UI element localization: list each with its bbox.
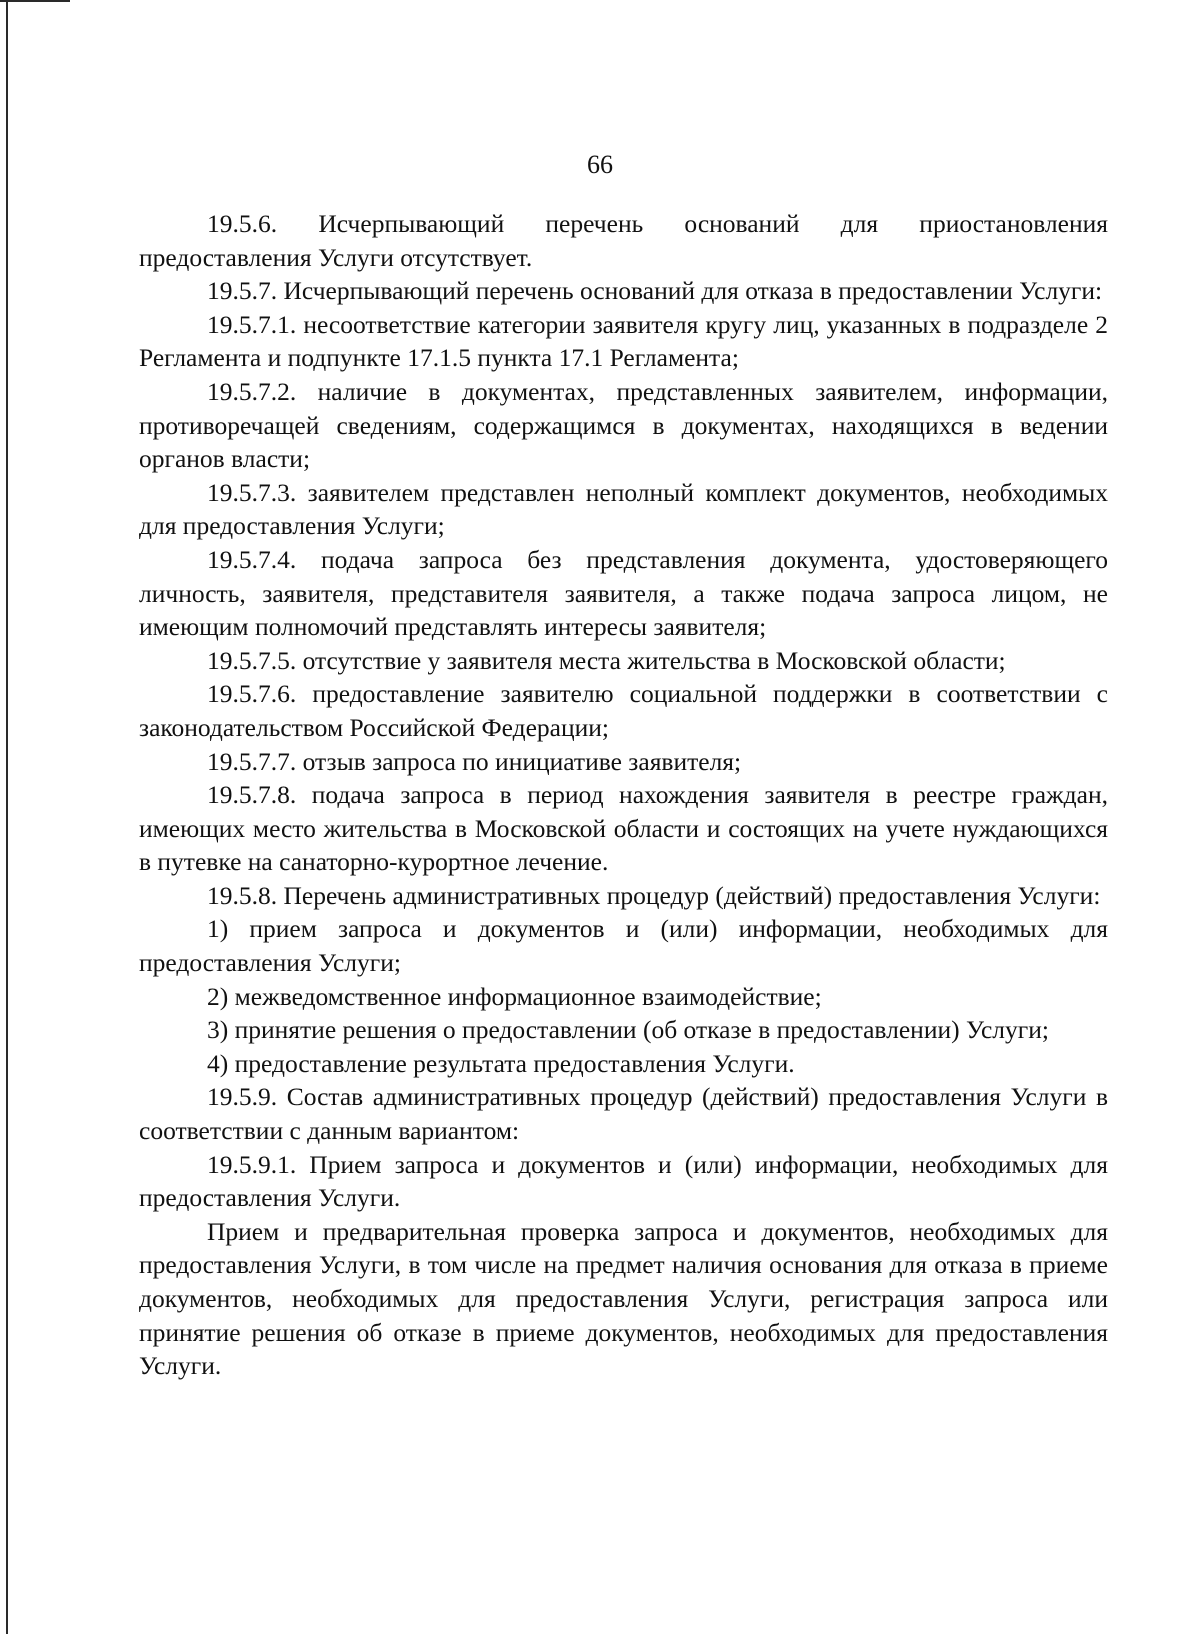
paragraph-19-5-7-1: 19.5.7.1. несоответствие категории заявителя кругу лиц, указанных в подразделе 2 Регламента и подпункте 17.1.5 пункта 17.1 Регламента; — [139, 309, 1108, 373]
paragraph-19-5-7-8: 19.5.7.8. подача запроса в период нахождения заявителя в реестре граждан, имеющих место жительства в Московской области и состоящих на учете нуждающихся в путевке на санаторно-курортное лечение. — [139, 780, 1108, 877]
list-item-1: 1) прием запроса и документов и (или) информации, необходимых для предоставления Услуги; — [139, 914, 1108, 978]
list-item-4: 4) предоставление результата предоставления Услуги. — [207, 1048, 795, 1078]
scan-edge-top — [0, 0, 70, 2]
paragraph-19-5-7-7: 19.5.7.7. отзыв запроса по инициативе заявителя; — [207, 746, 742, 776]
paragraph-19-5-7-3: 19.5.7.3. заявителем представлен неполный комплект документов, необходимых для предоставления Услуги; — [139, 477, 1108, 541]
paragraph-19-5-8: 19.5.8. Перечень административных процедур (действий) предоставления Услуги: — [207, 880, 1101, 910]
page-number: 66 — [587, 150, 613, 179]
paragraph-19-5-6: 19.5.6. Исчерпывающий перечень оснований для приостановления предоставления Услуги отсутствует. — [139, 209, 1108, 272]
list-item-3: 3) принятие решения о предоставлении (об отказе в предоставлении) Услуги; — [207, 1015, 1049, 1045]
paragraph-19-5-9: 19.5.9. Состав административных процедур (действий) предоставления Услуги в соответствии с данным вариантом: — [139, 1082, 1108, 1146]
paragraph-19-5-7-4: 19.5.7.4. подача запроса без представления документа, удостоверяющего личность, заявителя, представителя заявителя, а также подача запроса лицом, не имеющим полномочий представлять интересы заявителя; — [139, 544, 1108, 642]
scan-edge-left — [6, 0, 8, 1634]
paragraph-19-5-7-2: 19.5.7.2. наличие в документах, представленных заявителем, информации, противоречащей сведениям, содержащимся в документах, находящихся в ведении органов власти; — [139, 376, 1108, 474]
paragraph-19-5-7-5: 19.5.7.5. отсутствие у заявителя места жительства в Московской области; — [207, 645, 1006, 675]
paragraph-19-5-9-1: 19.5.9.1. Прием запроса и документов и (или) информации, необходимых для предоставления Услуги. — [139, 1149, 1108, 1213]
document-body — [139, 207, 1108, 1383]
paragraph-reception: Прием и предварительная проверка запроса и документов, необходимых для предоставления Услуги, в том числе на предмет наличия основания для отказа в приеме документов, необходимых для предоставления Услуги, регистрация запроса или принятие решения об отказе в приеме документов, необходимых для предоставления Услуги. — [139, 1216, 1108, 1381]
paragraph-19-5-7-6: 19.5.7.6. предоставление заявителю социальной поддержки в соответствии с законодательством Российской Федерации; — [139, 679, 1108, 742]
paragraph-19-5-7: 19.5.7. Исчерпывающий перечень оснований для отказа в предоставлении Услуги: — [207, 276, 1103, 306]
list-item-2: 2) межведомственное информационное взаимодействие; — [207, 981, 822, 1011]
